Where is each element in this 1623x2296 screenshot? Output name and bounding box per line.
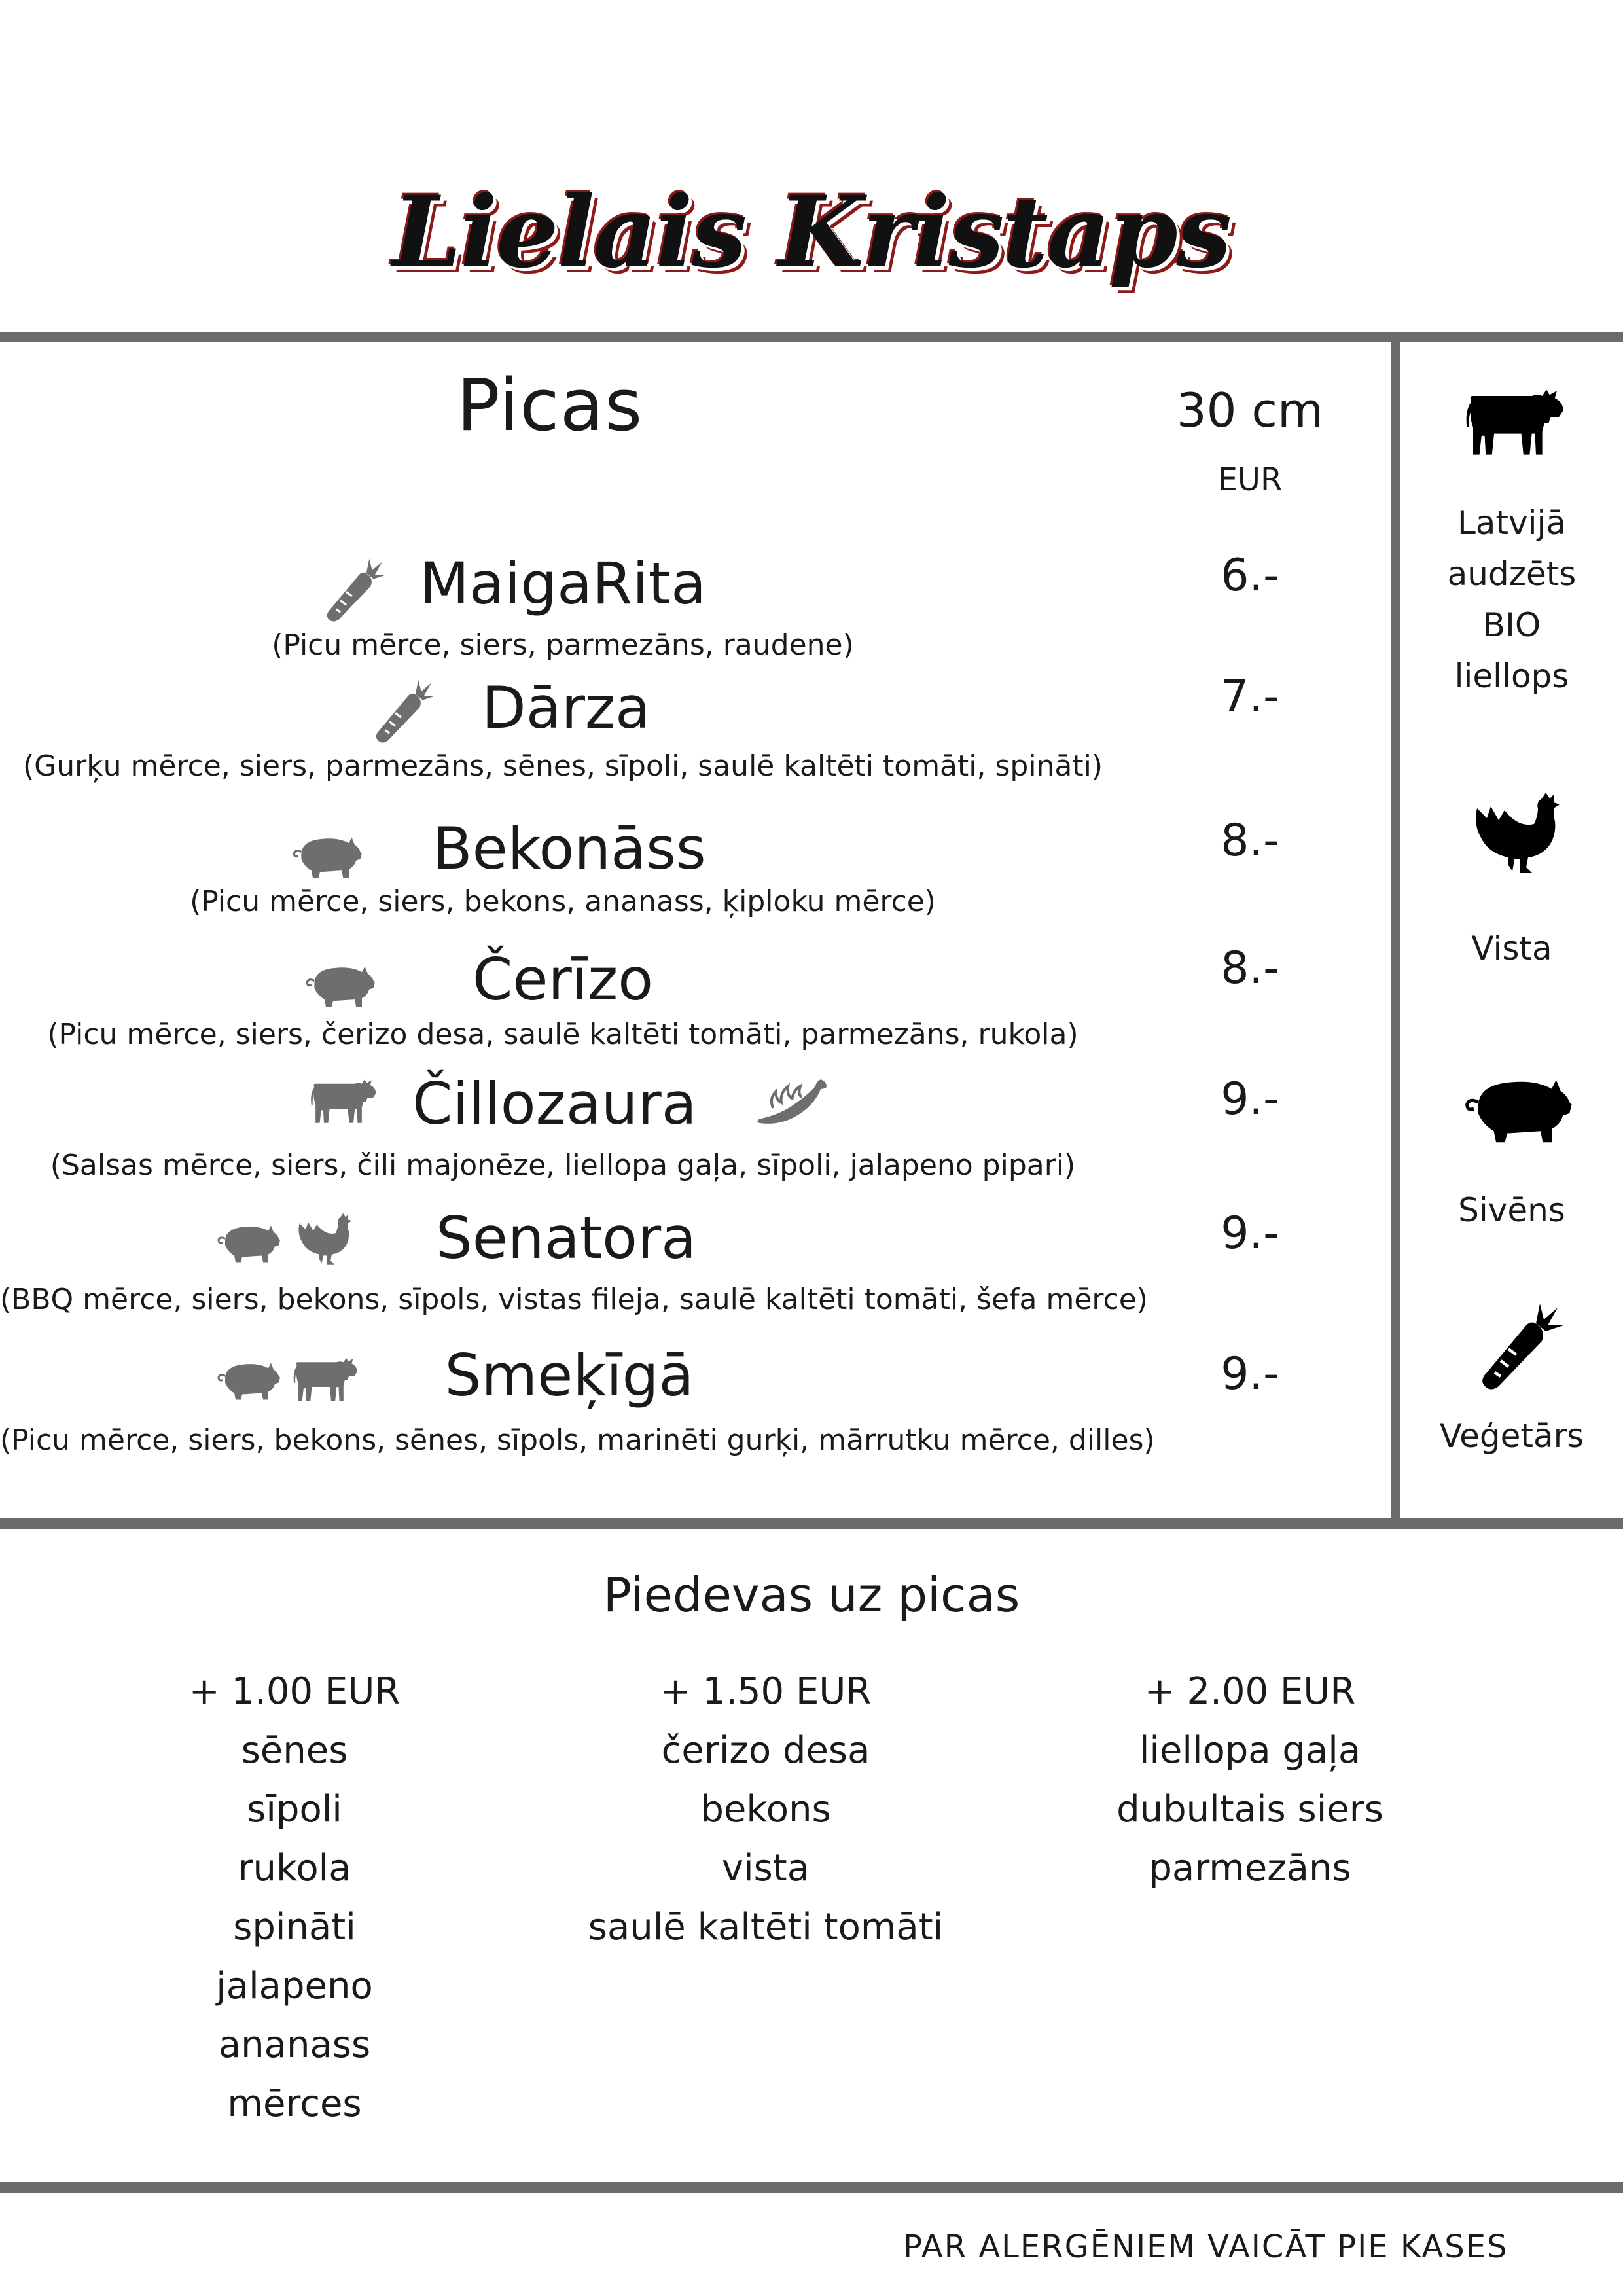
pizza-name: MaigaRita [419,550,707,617]
bottom-divider [0,2182,1623,2193]
legend-label-line: Sivēns [1458,1191,1565,1229]
carrot-icon [1469,1296,1567,1394]
pizza-price: 7.- [1221,671,1279,723]
pizza-description: (Picu mērce, siers, čerizo desa, saulē kaltēti tomāti, parmezāns, rukola) [47,1018,1079,1051]
extras-column [33,1662,556,2134]
allergen-note: PAR ALERGĒNIEM VAICĀT PIE KASES [903,2229,1508,2265]
pizza-price: 9.- [1221,1073,1279,1125]
legend-label [1400,923,1623,974]
pizza-name: Čillozaura [412,1070,697,1138]
top-divider [0,332,1623,342]
carrot-icon [317,553,389,625]
extras-item: jalapeno [216,1965,373,2007]
extras-item: bekons [700,1788,831,1831]
extras-price: + 1.50 EUR [660,1670,872,1713]
legend-label-line: Veģetārs [1439,1417,1584,1455]
extras-title: Piedevas uz picas [603,1568,1020,1623]
pizza-description: (Gurķu mērce, siers, parmezāns, sēnes, sīpoli, saulē kaltēti tomāti, spināti) [22,749,1103,783]
pizza-price: 8.- [1221,815,1279,867]
pizza-name: Bekonāss [433,815,706,882]
pizza-name: Čerīzo [472,946,654,1013]
legend-label-line: Latvijā [1457,504,1567,542]
legend-label [1400,1185,1623,1236]
middle-divider [0,1518,1623,1529]
pig-icon [291,830,363,881]
cow-icon [291,1355,360,1404]
cow-icon [1463,383,1567,461]
pizza-description: (Salsas mērce, siers, čili majonēze, liellopa gaļa, sīpoli, jalapeno pipari) [50,1149,1076,1182]
legend-label-line: liellops [1454,657,1569,695]
menu-title: Picas [456,363,643,447]
sidebar-divider [1391,337,1400,1524]
chicken-icon [1469,789,1567,887]
cow-icon [308,1077,380,1126]
extras-price: + 2.00 EUR [1144,1670,1356,1713]
pizza-description: (Picu mērce, siers, bekons, ananass, ķiploku mērce) [190,885,936,918]
pizza-price: 9.- [1221,1208,1279,1259]
pizza-description: (Picu mērce, siers, bekons, sēnes, sīpols, marinēti gurķi, mārrutku mērce, dilles) [0,1424,1155,1457]
pizza-name: Dārza [482,674,651,742]
chicken-icon [294,1211,357,1273]
extras-item: dubultais siers [1116,1788,1383,1831]
extras-item: ananass [218,2024,371,2066]
extras-item: rukola [238,1847,351,1890]
extras-item: čerizo desa [661,1729,870,1772]
pig-icon [1463,1067,1574,1149]
chili-icon [753,1073,834,1129]
pizza-price: 9.- [1221,1348,1279,1400]
legend-label-line: BIO [1482,606,1541,644]
extras-column [988,1662,1512,1898]
currency-header: EUR [1217,461,1283,498]
extras-price: + 1.00 EUR [188,1670,401,1713]
pig-icon [216,1355,281,1404]
pizza-name: Senatora [435,1204,697,1272]
extras-item: liellopa gaļa [1139,1729,1361,1772]
size-header: 30 cm [1176,383,1324,438]
extras-item: sēnes [241,1729,348,1772]
legend-label [1400,1410,1623,1462]
extras-item: parmezāns [1149,1847,1351,1890]
extras-item: saulē kaltēti tomāti [588,1906,944,1948]
pig-icon [216,1217,281,1266]
brand-logo: Lielais Kristaps [392,175,1231,290]
pig-icon [304,959,376,1010]
carrot-icon [366,674,438,746]
pizza-description: (Picu mērce, siers, parmezāns, raudene) [272,628,854,662]
legend-label [1400,497,1623,702]
extras-item: mērces [227,2083,362,2125]
pizza-price: 8.- [1221,942,1279,994]
extras-item: spināti [233,1906,356,1948]
legend-label-line: Vista [1471,929,1552,967]
extras-item: sīpoli [247,1788,342,1831]
pizza-description: (BBQ mērce, siers, bekons, sīpols, vistas fileja, saulē kaltēti tomāti, šefa mērce) [0,1283,1148,1316]
pizza-name: Smeķīgā [444,1342,694,1409]
legend-label-line: audzēts [1447,555,1577,593]
extras-item: vista [721,1847,810,1890]
extras-column [504,1662,1027,1957]
pizza-price: 6.- [1221,550,1279,601]
